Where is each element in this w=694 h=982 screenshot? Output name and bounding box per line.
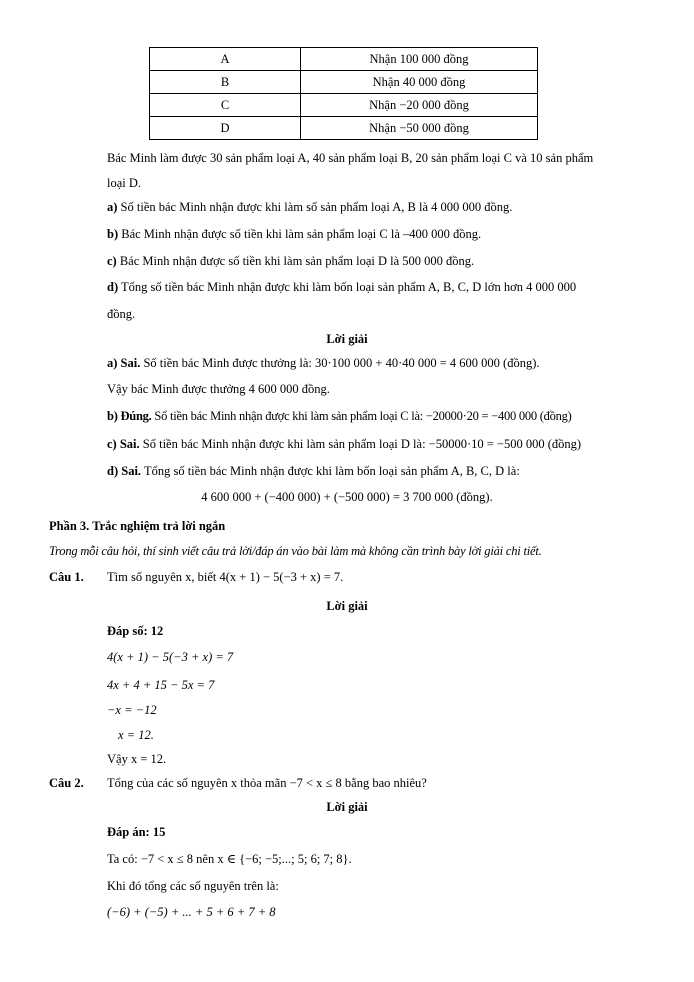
q2-line2: Khi đó tổng các số nguyên trên là: (107, 879, 279, 893)
q2-answer: Đáp án: 15 (107, 825, 166, 839)
verdict-label: d) Sai. (107, 464, 142, 478)
q2-line3: (−6) + (−5) + ... + 5 + 6 + 7 + 8 (107, 905, 276, 919)
verdict-label: c) Sai. (107, 437, 140, 451)
solution-text: Số tiền bác Minh nhận được khi làm sản phẩm loại C là: −20000·20 = −400 000 (đồng) (154, 409, 572, 423)
table-cell-type: C (150, 94, 301, 117)
table-cell-reward: Nhận 40 000 đồng (301, 71, 538, 94)
statement-text: Bác Minh nhận được số tiền khi làm sản phẩm loại C là –400 000 đồng. (121, 227, 482, 241)
statement-d-continuation: đồng. (107, 307, 136, 321)
statement-label: d) (107, 280, 119, 294)
q1-answer: Đáp số: 12 (107, 624, 164, 638)
solution-text: Tổng số tiền bác Minh nhận được khi làm bốn loại sản phẩm A, B, C, D là: (143, 464, 520, 478)
solution-a (107, 356, 540, 371)
q2-text: Tổng của các số nguyên x thỏa mãn −7 < x ≤ 8 bằng bao nhiêu? (107, 776, 427, 790)
table-cell-type: B (150, 71, 301, 94)
statement-d (107, 280, 576, 295)
part3-instruction: Trong mỗi câu hỏi, thí sinh viết câu trả lời/đáp án vào bài làm mà không cần trình bày lời giải chi tiết. (49, 544, 542, 558)
table-cell-reward: Nhận −50 000 đồng (301, 117, 538, 140)
q1-step: 4(x + 1) − 5(−3 + x) = 7 (107, 650, 234, 664)
q1-step: x = 12. (118, 728, 154, 742)
table-cell-type: A (150, 48, 301, 71)
table-row (150, 48, 538, 71)
table-row (150, 94, 538, 117)
q1-label: Câu 1. (49, 570, 84, 584)
solution-text: Số tiền bác Minh nhận được khi làm sản phẩm loại D là: −50000·10 = −500 000 (đồng) (142, 437, 582, 451)
solution-c (107, 437, 581, 452)
q2-label: Câu 2. (49, 776, 84, 790)
solution-heading: Lời giải (326, 332, 368, 346)
table-row (150, 71, 538, 94)
part3-title: Phần 3. Trắc nghiệm trả lời ngắn (49, 519, 226, 533)
table-row (150, 117, 538, 140)
statement-text: Tổng số tiền bác Minh nhận được khi làm bốn loại sản phẩm A, B, C, D lớn hơn 4 000 000 (121, 280, 577, 294)
statement-a (107, 200, 512, 215)
statement-text: Số tiền bác Minh nhận được khi làm số sản phẩm loại A, B là 4 000 000 đồng. (120, 200, 513, 214)
q1-text: Tìm số nguyên x, biết 4(x + 1) − 5(−3 + x) = 7. (107, 570, 344, 584)
q2-solution-heading: Lời giải (326, 800, 368, 814)
table-cell-reward: Nhận −20 000 đồng (301, 94, 538, 117)
statement-label: b) (107, 227, 119, 241)
table-cell-reward: Nhận 100 000 đồng (301, 48, 538, 71)
reward-table (149, 47, 538, 140)
statement-label: a) (107, 200, 118, 214)
q1-conclusion: Vậy x = 12. (107, 752, 167, 766)
solution-a-conclusion: Vậy bác Minh được thưởng 4 600 000 đồng. (107, 382, 330, 396)
statement-label: c) (107, 254, 117, 268)
statement-b (107, 227, 481, 242)
table-cell-type: D (150, 117, 301, 140)
problem-intro-line2: loại D. (107, 176, 142, 190)
statement-c (107, 254, 474, 269)
solution-b (107, 409, 572, 424)
statement-text: Bác Minh nhận được số tiền khi làm sản phẩm loại D là 500 000 đồng. (119, 254, 475, 268)
problem-intro-line1: Bác Minh làm được 30 sản phẩm loại A, 40 sản phẩm loại B, 20 sản phẩm loại C và 10 sản phẩm (107, 151, 594, 165)
solution-d (107, 464, 520, 479)
solution-text: Số tiền bác Minh được thưởng là: 30·100 000 + 40·40 000 = 4 600 000 (đồng). (143, 356, 540, 370)
q1-step: −x = −12 (107, 703, 157, 717)
verdict-label: b) Đúng. (107, 409, 152, 423)
q1-solution-heading: Lời giải (326, 599, 368, 613)
q2-line1: Ta có: −7 < x ≤ 8 nên x ∈ {−6; −5;...; 5; 6; 7; 8}. (107, 852, 352, 866)
q1-step: 4x + 4 + 15 − 5x = 7 (107, 678, 215, 692)
verdict-label: a) Sai. (107, 356, 141, 370)
solution-d-formula: 4 600 000 + (−400 000) + (−500 000) = 3 700 000 (đồng). (201, 490, 493, 504)
